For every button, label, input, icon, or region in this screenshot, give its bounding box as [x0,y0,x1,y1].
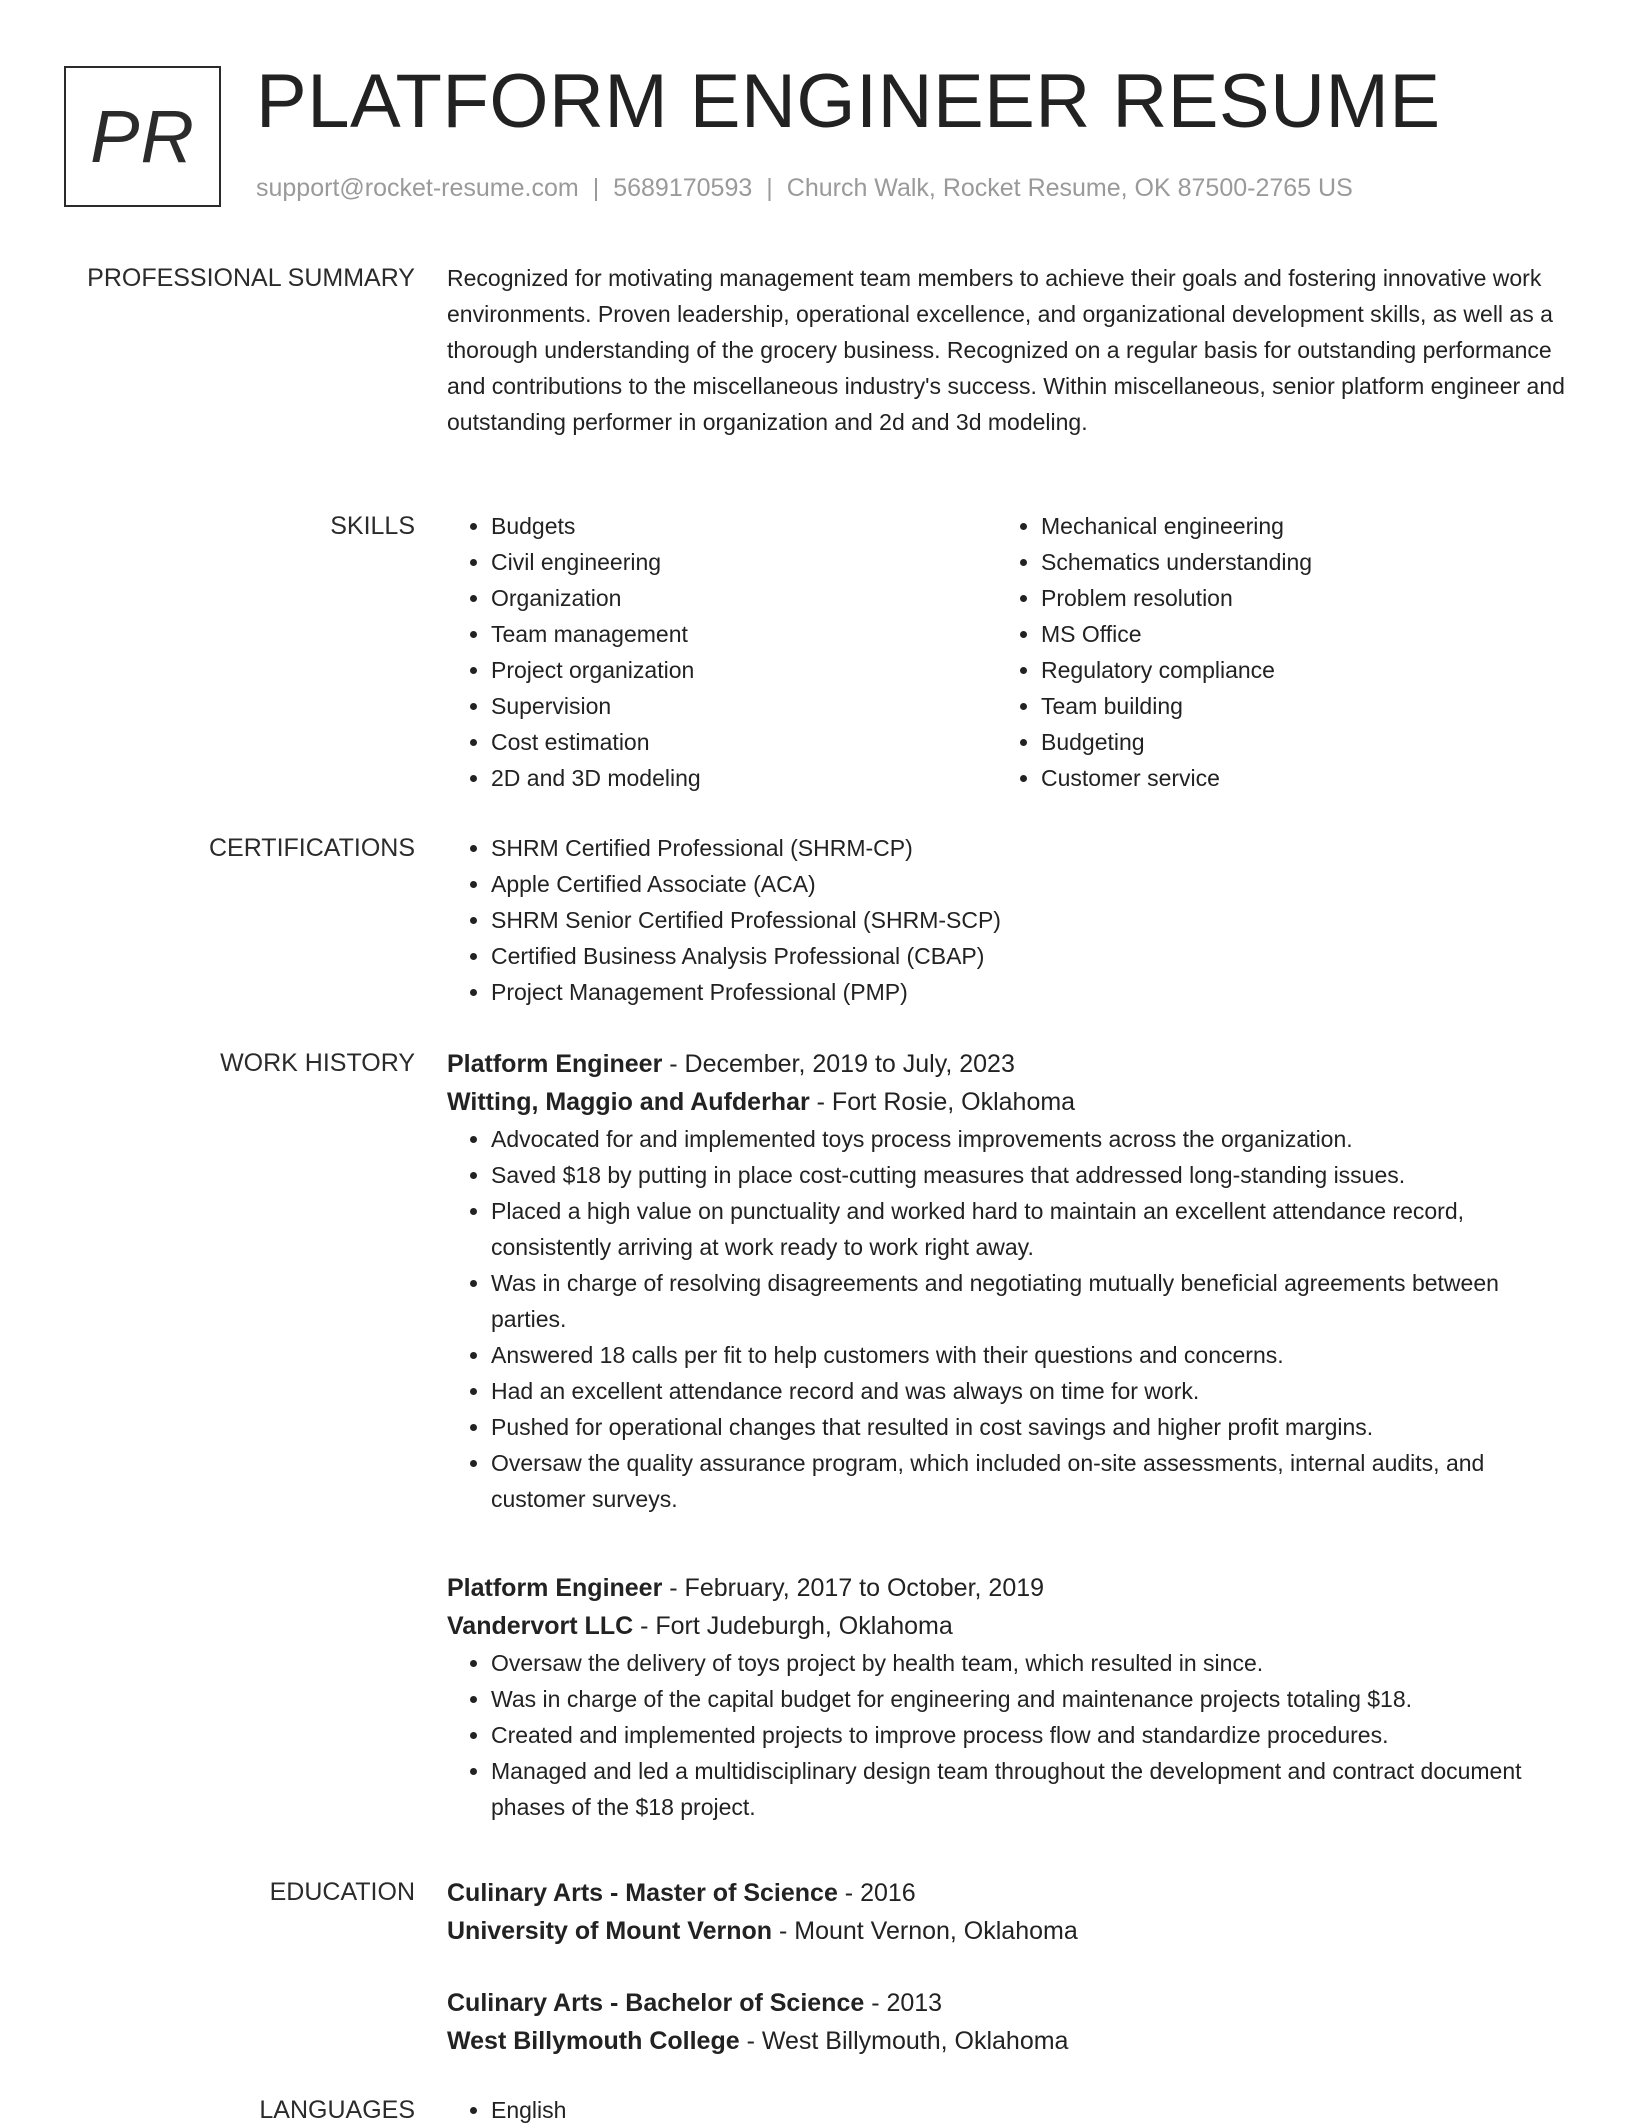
skills-list-right [997,508,1547,796]
contact-address: Church Walk, Rocket Resume, OK 87500-2765 US [786,174,1353,202]
school-name: University of Mount Vernon [447,1917,773,1945]
section-label-skills: SKILLS [330,512,415,540]
section-label-certifications: CERTIFICATIONS [208,834,415,862]
job-bullet: • Was in charge of the capital budget for engineering and maintenance projects totaling $18. [491,1681,1567,1717]
contact-separator: | [592,174,600,202]
section-label-summary: PROFESSIONAL SUMMARY [87,264,415,292]
degree-name: Culinary Arts - Master of Science [447,1879,838,1907]
section-label-languages: LANGUAGES [259,2096,415,2124]
education-entry [447,1984,1567,2060]
certification-item: • Apple Certified Associate (ACA) [491,866,1567,902]
education-body [447,1874,1567,2055]
language-item: • English [491,2092,1567,2128]
work-history-body [447,1045,1567,1820]
job-bullet: • Had an excellent attendance record and was always on time for work. [491,1373,1567,1409]
job-bullets [447,1645,1567,1825]
skill-item: • Problem resolution [1041,580,1547,616]
summary-text: Recognized for motivating management team members to achieve their goals and fostering innovative work environments. Proven leadership, operational excellence, and organizational development skills, as well as a thorough understanding of the grocery business. Recognized on a regular basis for outstanding performance and contributions to the miscellaneous industry's success. Within miscellaneous, senior platform engineer and outstanding performer in organization and 2d and 3d modeling. [447,265,1565,435]
summary-body [447,260,1567,440]
skill-item: • Customer service [1041,760,1547,796]
school-name: West Billymouth College [447,2027,740,2055]
certification-item: • SHRM Senior Certified Professional (SHRM-SCP) [491,902,1567,938]
job-bullet: • Pushed for operational changes that resulted in cost savings and higher profit margins. [491,1409,1567,1445]
skill-item: • Supervision [491,688,997,724]
education-entry [447,1874,1567,1950]
job-bullet: • Managed and led a multidisciplinary design team throughout the development and contract document phases of the $18 project. [491,1753,1567,1825]
skill-item: • Cost estimation [491,724,997,760]
skill-item: • Budgeting [1041,724,1547,760]
certification-item: • SHRM Certified Professional (SHRM-CP) [491,830,1567,866]
job-dates: - December, 2019 to July, 2023 [662,1050,1015,1078]
certifications-list [447,830,1567,1010]
job-bullet: • Advocated for and implemented toys process improvements across the organization. [491,1121,1567,1157]
languages-body [447,2092,1567,2128]
job-location: - Fort Judeburgh, Oklahoma [633,1612,953,1640]
contact-separator: | [766,174,773,202]
job-dates: - February, 2017 to October, 2019 [662,1574,1045,1602]
contact-line [256,174,1353,203]
skill-item: • 2D and 3D modeling [491,760,997,796]
skill-item: • Mechanical engineering [1041,508,1547,544]
degree-name: Culinary Arts - Bachelor of Science [447,1989,865,2017]
degree-line [447,1874,1567,1912]
resume-title: PLATFORM ENGINEER RESUME [256,59,1441,144]
skills-body [447,508,1567,796]
degree-line [447,1984,1567,2022]
job-title: Platform Engineer [447,1574,663,1602]
job-entry [447,1569,1567,1825]
job-bullet: • Was in charge of resolving disagreements and negotiating mutually beneficial agreements between parties. [491,1265,1567,1337]
skill-item: • Civil engineering [491,544,997,580]
monogram-box [64,66,221,207]
job-entry [447,1045,1567,1517]
degree-year: - 2016 [837,1879,916,1907]
certification-item: • Certified Business Analysis Professional (CBAP) [491,938,1567,974]
skill-item: • Regulatory compliance [1041,652,1547,688]
contact-email[interactable]: support@rocket-resume.com [256,174,579,202]
job-bullet: • Oversaw the delivery of toys project by health team, which resulted in since. [491,1645,1567,1681]
section-label-work-history: WORK HISTORY [220,1049,415,1077]
job-bullet: • Placed a high value on punctuality and worked hard to maintain an excellent attendance record, consistently arriving at work ready to work right away. [491,1193,1567,1265]
languages-list [447,2092,1567,2128]
skill-item: • Organization [491,580,997,616]
skill-item: • Team management [491,616,997,652]
school-line [447,1912,1567,1950]
job-bullet: • Saved $18 by putting in place cost-cutting measures that addressed long-standing issues. [491,1157,1567,1193]
section-label-education: EDUCATION [269,1878,415,1906]
degree-year: - 2013 [864,1989,943,2017]
job-title: Platform Engineer [447,1050,663,1078]
certification-item: • Project Management Professional (PMP) [491,974,1567,1010]
skills-list-left [447,508,997,796]
skill-item: • MS Office [1041,616,1547,652]
skill-item: • Project organization [491,652,997,688]
skill-item: • Budgets [491,508,997,544]
job-company: Vandervort LLC [447,1612,634,1640]
job-location: - Fort Rosie, Oklahoma [809,1088,1076,1116]
skill-item: • Schematics understanding [1041,544,1547,580]
job-company: Witting, Maggio and Aufderhar [447,1088,810,1116]
job-title-line [447,1569,1567,1607]
job-bullet: • Oversaw the quality assurance program, which included on-site assessments, internal audits, and customer surveys. [491,1445,1567,1517]
contact-phone[interactable]: 5689170593 [613,174,753,202]
job-company-line [447,1607,1567,1645]
certifications-body [447,830,1567,1010]
job-bullets [447,1121,1567,1517]
school-location: - West Billymouth, Oklahoma [739,2027,1069,2055]
job-company-line [447,1083,1567,1121]
skill-item: • Team building [1041,688,1547,724]
job-bullet: • Answered 18 calls per fit to help customers with their questions and concerns. [491,1337,1567,1373]
job-bullet: • Created and implemented projects to improve process flow and standardize procedures. [491,1717,1567,1753]
school-location: - Mount Vernon, Oklahoma [772,1917,1078,1945]
job-title-line [447,1045,1567,1083]
school-line [447,2022,1567,2060]
monogram-initials: PR [90,95,195,178]
